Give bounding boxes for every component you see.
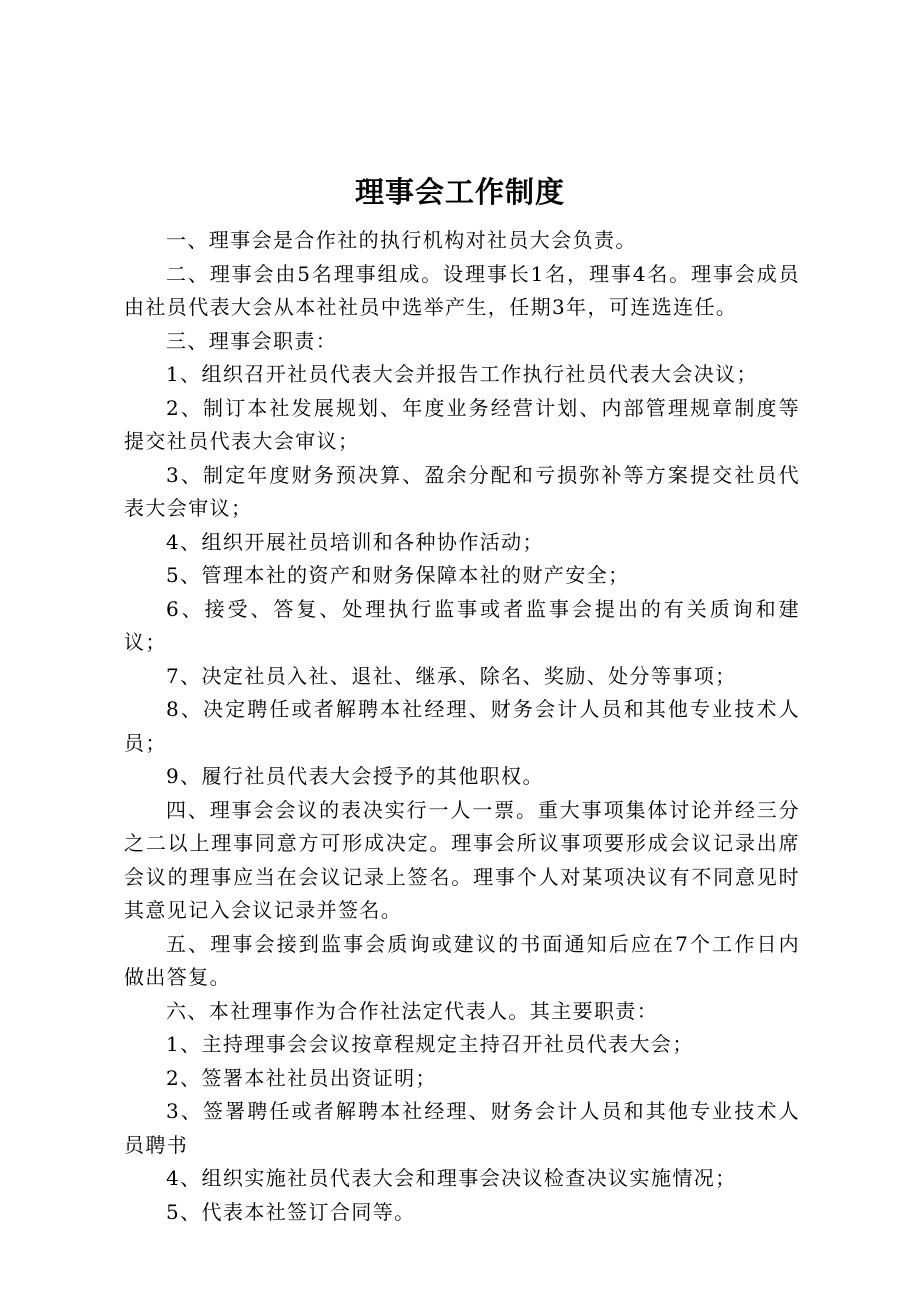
paragraph-2: 二、理事会由5名理事组成。设理事长1名，理事4名。理事会成员由社员代表大会从本社社员中选举产生，任期3年，可连选连任。 [124,261,800,319]
paragraph-5: 2、制订本社发展规划、年度业务经营计划、内部管理规章制度等提交社员代表大会审议； [124,395,800,453]
paragraph-1: 一、理事会是合作社的执行机构对社员大会负责。 [166,228,637,252]
paragraph-3: 三、理事会职责： [166,328,338,353]
paragraph-17: 2、签署本社社员出资证明； [166,1065,437,1090]
paragraph-12: 9、履行社员代表大会授予的其他职权。 [166,764,544,788]
paragraph-20: 5、代表本社签订合同等。 [166,1199,416,1224]
paragraph-11: 8、决定聘任或者解聘本社经理、财务会计人员和其他专业技术人员； [124,697,800,755]
document-body [124,224,800,1229]
paragraph-18: 3、签署聘任或者解聘本社经理、财务会计人员和其他专业技术人员聘书 [124,1099,800,1157]
paragraph-9: 6、接受、答复、处理执行监事或者监事会提出的有关质询和建议； [124,596,800,654]
paragraph-16: 1、主持理事会会议按章程规定主持召开社员代表大会； [166,1032,694,1056]
paragraph-15: 六、本社理事作为合作社法定代表人。其主要职责： [166,998,659,1023]
paragraph-10: 7、决定社员入社、退社、继承、除名、奖励、处分等事项； [166,663,737,688]
paragraph-8: 5、管理本社的资产和财务保障本社的财产安全； [166,563,630,587]
paragraph-14: 五、理事会接到监事会质询或建议的书面通知后应在7个工作日内做出答复。 [124,931,800,989]
paragraph-4: 1、组织召开社员代表大会并报告工作执行社员代表大会决议； [166,362,758,386]
paragraph-7: 4、组织开展社员培训和各种协作活动； [166,529,544,554]
paragraph-19: 4、组织实施社员代表大会和理事会决议检查决议实施情况； [166,1166,737,1190]
document-title: 理事会工作制度 [354,175,565,209]
paragraph-6: 3、制定年度财务预决算、盈余分配和亏损弥补等方案提交社员代表大会审议； [124,462,800,520]
paragraph-13: 四、理事会会议的表决实行一人一票。重大事项集体讨论并经三分之二以上理事同意方可形成决定。理事会所议事项要形成会议记录出席会议的理事应当在会议记录上签名。理事个人对某项决议有不同意见时其意见记入会议记录并签名。 [124,797,800,922]
